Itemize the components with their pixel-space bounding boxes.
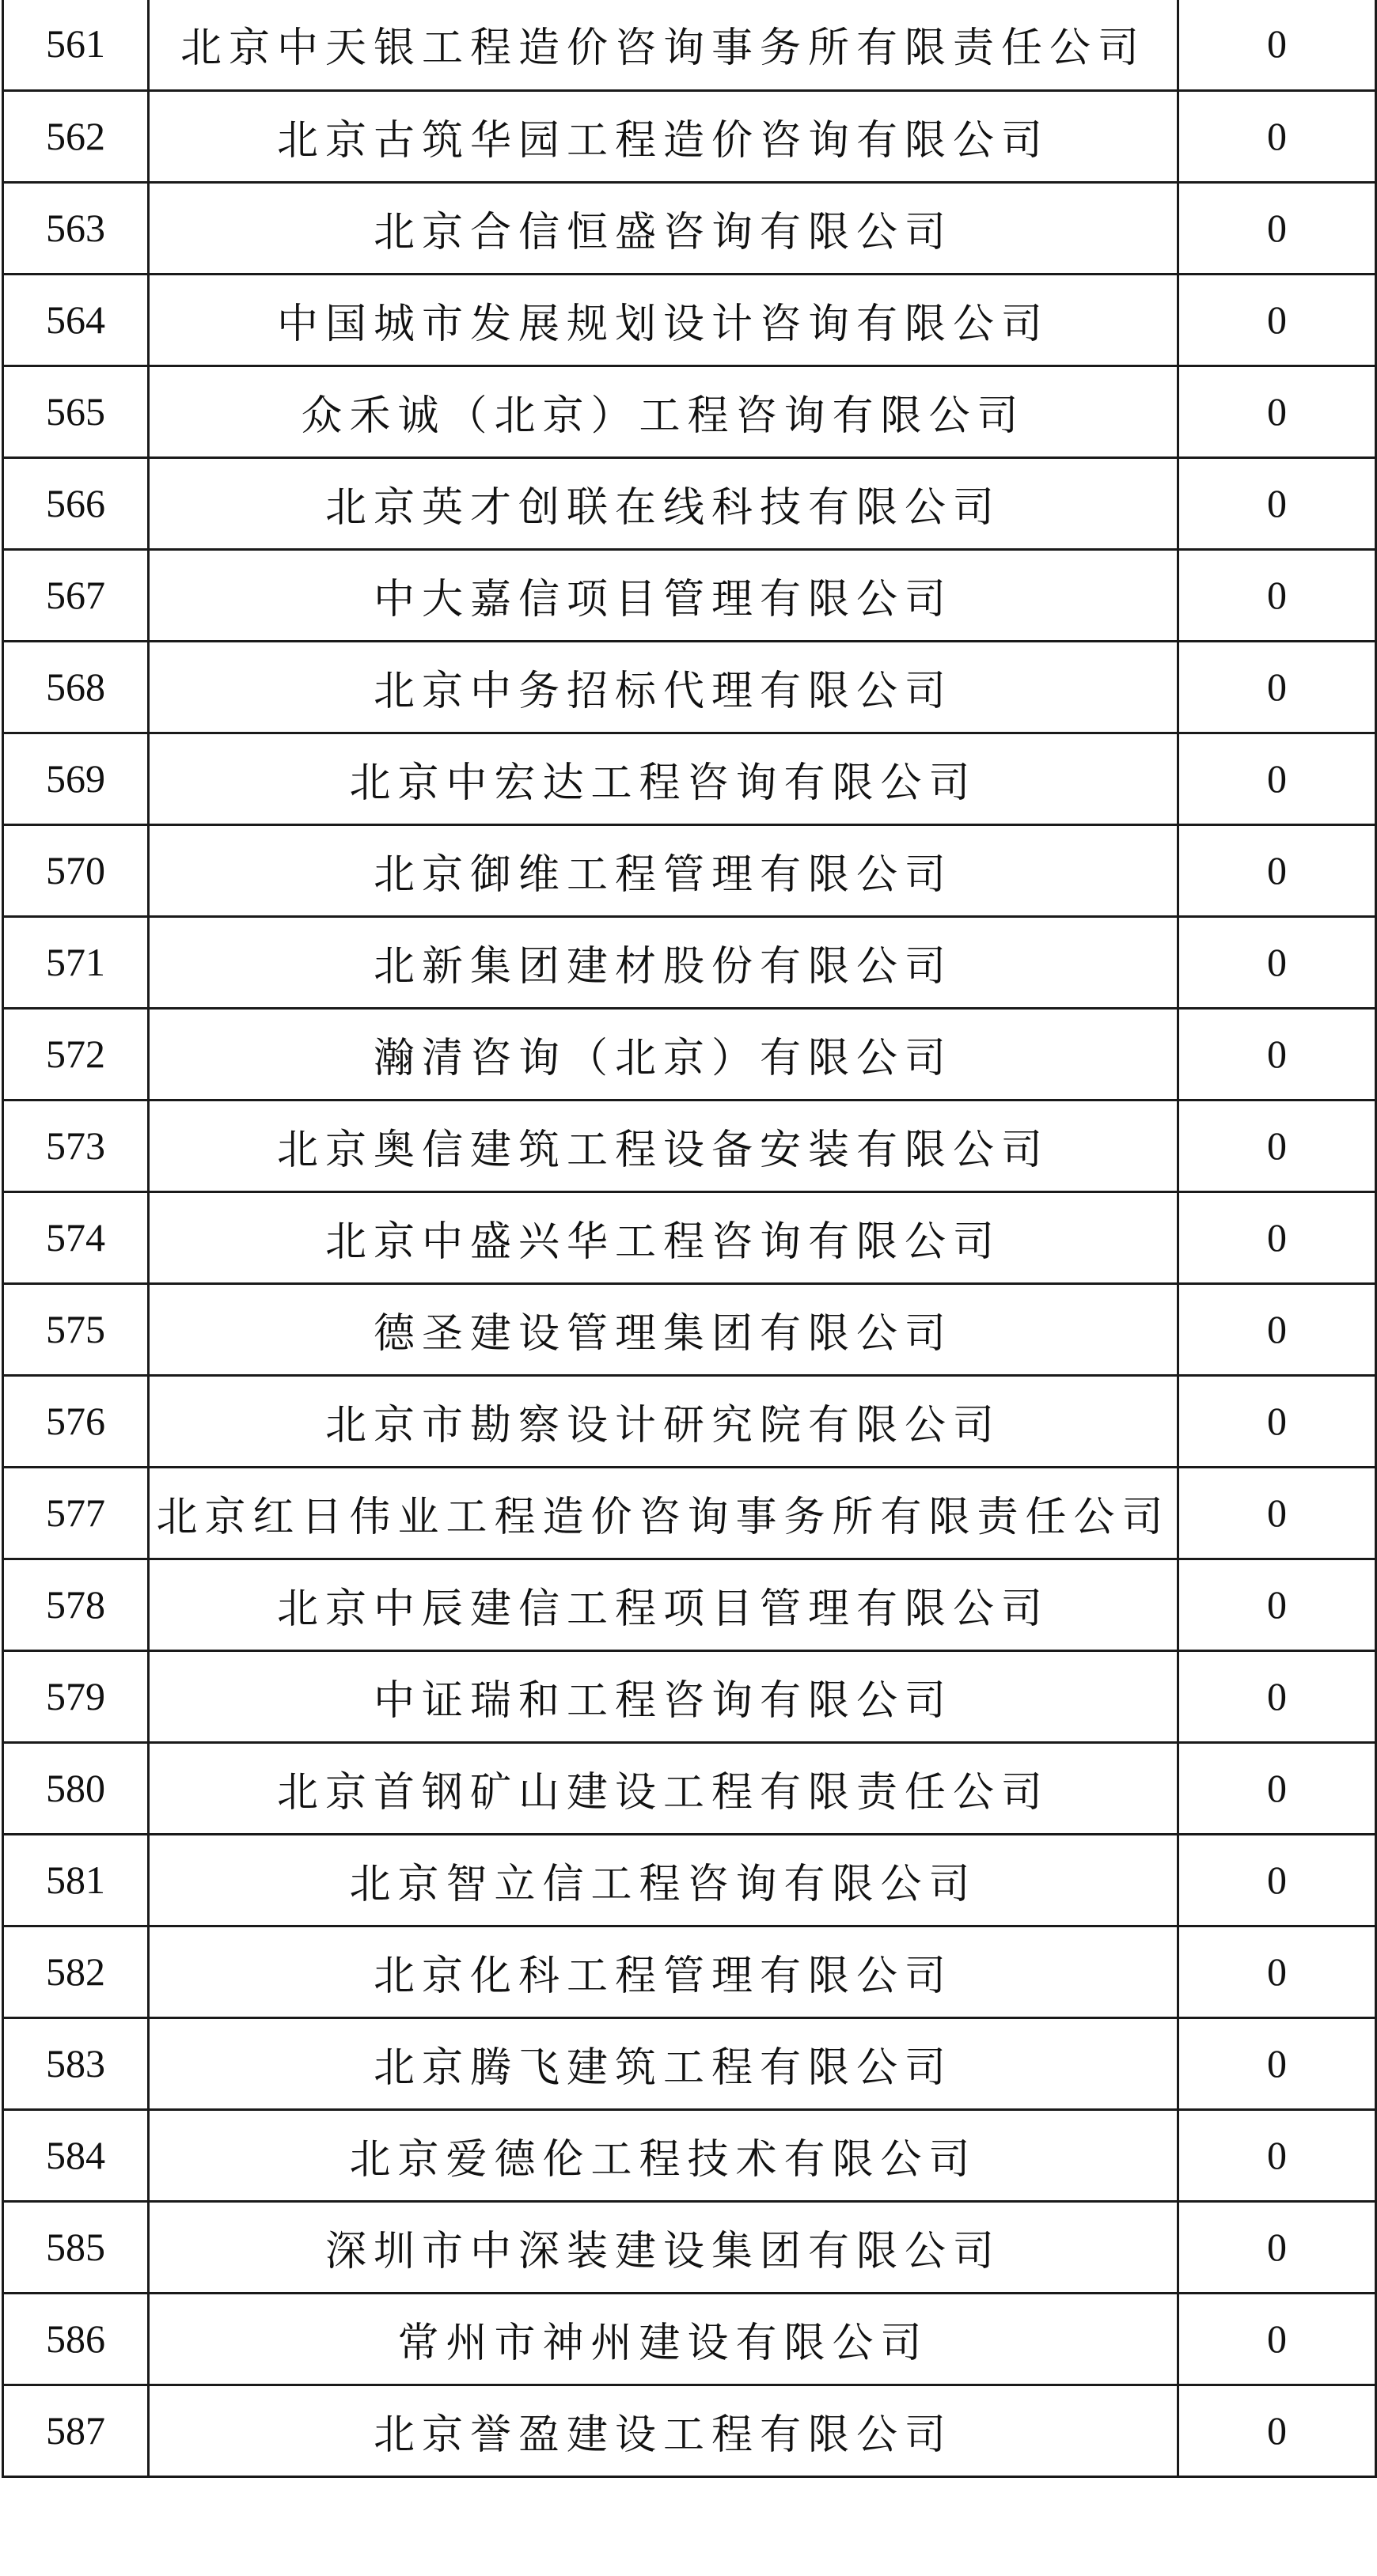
row-number: 578	[3, 1559, 149, 1650]
row-number: 570	[3, 824, 149, 916]
row-score: 0	[1178, 1742, 1376, 1834]
row-number: 571	[3, 916, 149, 1008]
table-body	[3, 0, 1376, 2476]
row-score: 0	[1178, 90, 1376, 182]
row-score: 0	[1178, 457, 1376, 549]
company-name: 北京英才创联在线科技有限公司	[149, 457, 1178, 549]
table-row	[3, 457, 1376, 549]
table-row	[3, 1283, 1376, 1375]
table-row	[3, 1467, 1376, 1559]
company-name: 深圳市中深装建设集团有限公司	[149, 2201, 1178, 2293]
company-name: 北京誉盈建设工程有限公司	[149, 2385, 1178, 2476]
row-number: 575	[3, 1283, 149, 1375]
table-row	[3, 182, 1376, 274]
table-row	[3, 2385, 1376, 2476]
row-number: 574	[3, 1191, 149, 1283]
row-number: 581	[3, 1834, 149, 1926]
row-number: 573	[3, 1100, 149, 1191]
company-name: 北新集团建材股份有限公司	[149, 916, 1178, 1008]
row-score: 0	[1178, 916, 1376, 1008]
company-name: 中证瑞和工程咨询有限公司	[149, 1650, 1178, 1742]
row-score: 0	[1178, 1467, 1376, 1559]
row-score: 0	[1178, 2201, 1376, 2293]
table-row	[3, 1650, 1376, 1742]
row-number: 586	[3, 2293, 149, 2385]
row-number: 582	[3, 1926, 149, 2017]
row-number: 561	[3, 0, 149, 90]
table-row	[3, 2201, 1376, 2293]
row-number: 579	[3, 1650, 149, 1742]
table-row	[3, 1191, 1376, 1283]
row-number: 587	[3, 2385, 149, 2476]
row-score: 0	[1178, 733, 1376, 824]
company-name: 北京合信恒盛咨询有限公司	[149, 182, 1178, 274]
table-row	[3, 824, 1376, 916]
company-name: 北京化科工程管理有限公司	[149, 1926, 1178, 2017]
company-name: 众禾诚（北京）工程咨询有限公司	[149, 366, 1178, 457]
table-row	[3, 1100, 1376, 1191]
company-name: 北京腾飞建筑工程有限公司	[149, 2017, 1178, 2109]
company-name: 常州市神州建设有限公司	[149, 2293, 1178, 2385]
row-score: 0	[1178, 1191, 1376, 1283]
row-score: 0	[1178, 1926, 1376, 2017]
company-name: 北京中盛兴华工程咨询有限公司	[149, 1191, 1178, 1283]
company-name: 北京首钢矿山建设工程有限责任公司	[149, 1742, 1178, 1834]
row-score: 0	[1178, 274, 1376, 366]
row-number: 569	[3, 733, 149, 824]
company-name: 北京智立信工程咨询有限公司	[149, 1834, 1178, 1926]
table-row	[3, 2017, 1376, 2109]
company-name: 北京爱德伦工程技术有限公司	[149, 2109, 1178, 2201]
company-name: 北京市勘察设计研究院有限公司	[149, 1375, 1178, 1467]
row-number: 567	[3, 549, 149, 641]
company-name: 德圣建设管理集团有限公司	[149, 1283, 1178, 1375]
company-name: 北京奥信建筑工程设备安装有限公司	[149, 1100, 1178, 1191]
row-score: 0	[1178, 824, 1376, 916]
company-name: 北京中辰建信工程项目管理有限公司	[149, 1559, 1178, 1650]
row-score: 0	[1178, 2017, 1376, 2109]
row-number: 576	[3, 1375, 149, 1467]
row-score: 0	[1178, 549, 1376, 641]
row-score: 0	[1178, 1375, 1376, 1467]
row-number: 580	[3, 1742, 149, 1834]
row-number: 564	[3, 274, 149, 366]
row-number: 585	[3, 2201, 149, 2293]
table-row	[3, 1926, 1376, 2017]
row-number: 577	[3, 1467, 149, 1559]
row-number: 565	[3, 366, 149, 457]
table-row	[3, 1742, 1376, 1834]
table-row	[3, 549, 1376, 641]
table-row	[3, 2293, 1376, 2385]
table-row	[3, 1008, 1376, 1100]
row-score: 0	[1178, 1100, 1376, 1191]
company-name: 北京红日伟业工程造价咨询事务所有限责任公司	[149, 1467, 1178, 1559]
table-row	[3, 0, 1376, 90]
company-name: 中国城市发展规划设计咨询有限公司	[149, 274, 1178, 366]
table-row	[3, 2109, 1376, 2201]
row-score: 0	[1178, 366, 1376, 457]
table-row	[3, 1834, 1376, 1926]
row-number: 563	[3, 182, 149, 274]
company-name: 北京古筑华园工程造价咨询有限公司	[149, 90, 1178, 182]
row-number: 583	[3, 2017, 149, 2109]
row-score: 0	[1178, 1650, 1376, 1742]
company-name: 北京御维工程管理有限公司	[149, 824, 1178, 916]
table-row	[3, 366, 1376, 457]
row-score: 0	[1178, 1559, 1376, 1650]
table-row	[3, 90, 1376, 182]
row-score: 0	[1178, 2293, 1376, 2385]
row-score: 0	[1178, 0, 1376, 90]
row-score: 0	[1178, 1008, 1376, 1100]
company-name: 北京中宏达工程咨询有限公司	[149, 733, 1178, 824]
row-number: 572	[3, 1008, 149, 1100]
company-name: 北京中务招标代理有限公司	[149, 641, 1178, 733]
row-score: 0	[1178, 182, 1376, 274]
table-row	[3, 641, 1376, 733]
row-score: 0	[1178, 2109, 1376, 2201]
row-score: 0	[1178, 1834, 1376, 1926]
table-row	[3, 1559, 1376, 1650]
row-number: 568	[3, 641, 149, 733]
row-number: 562	[3, 90, 149, 182]
table-row	[3, 916, 1376, 1008]
row-score: 0	[1178, 1283, 1376, 1375]
row-number: 584	[3, 2109, 149, 2201]
table-row	[3, 1375, 1376, 1467]
row-score: 0	[1178, 641, 1376, 733]
row-number: 566	[3, 457, 149, 549]
company-name: 瀚清咨询（北京）有限公司	[149, 1008, 1178, 1100]
company-name: 北京中天银工程造价咨询事务所有限责任公司	[149, 0, 1178, 90]
table-row	[3, 733, 1376, 824]
table-row	[3, 274, 1376, 366]
company-table	[2, 0, 1377, 2478]
company-name: 中大嘉信项目管理有限公司	[149, 549, 1178, 641]
row-score: 0	[1178, 2385, 1376, 2476]
